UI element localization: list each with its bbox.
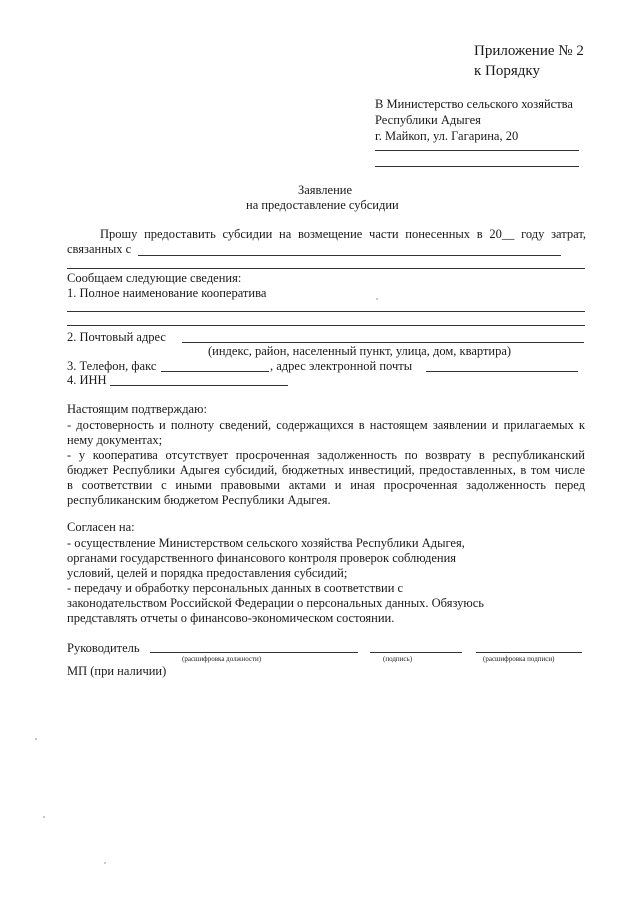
confirm-heading: Настоящим подтверждаю:: [67, 402, 207, 416]
expense-purpose-line[interactable]: [67, 268, 585, 269]
name-line[interactable]: [476, 652, 582, 653]
cooperative-name-line[interactable]: [67, 325, 585, 326]
email-label: , адрес электронной почты: [270, 359, 413, 373]
agree-line: представлять отчеты о финансово-экономическом состоянии.: [67, 611, 395, 625]
expense-purpose-line[interactable]: [138, 255, 561, 256]
confirm-item-2-cont: республиканским бюджетом Республики Адыгея.: [67, 493, 331, 507]
agree-line: условий, целей и порядка предоставления субсидий;: [67, 566, 348, 580]
info-intro: Сообщаем следующие сведения:: [67, 271, 242, 285]
addressee-address: г. Майкоп, ул. Гагарина, 20: [375, 129, 519, 143]
agree-line: - осуществление Министерством сельского хозяйства Республики Адыгея,: [67, 536, 465, 550]
inn-label: 4. ИНН: [67, 373, 107, 387]
cooperative-name-line[interactable]: [67, 311, 585, 312]
confirm-item-2: - у кооператива отсутствует просроченная задолженность по возврату в республиканский: [67, 448, 585, 462]
appendix-reference: к Порядку: [474, 63, 540, 79]
scan-speck: [104, 862, 106, 864]
confirm-item-1-cont: нему документах;: [67, 433, 163, 447]
name-caption: (расшифровка подписи): [483, 655, 555, 663]
stamp-label: МП (при наличии): [67, 664, 167, 678]
agree-line: законодательством Российской Федерации о персональных данных. Обязуюсь: [67, 596, 484, 610]
head-label: Руководитель: [67, 641, 140, 655]
cooperative-name-label: 1. Полное наименование кооператива: [67, 286, 267, 300]
postal-address-label: 2. Почтовый адрес: [67, 330, 166, 344]
inn-line[interactable]: [110, 385, 288, 386]
postal-address-line[interactable]: [182, 342, 584, 343]
email-line[interactable]: [426, 371, 578, 372]
confirm-item-2-cont: в соответствии с иными правовыми актами и иная просроченная задолженность перед: [67, 478, 585, 492]
request-text: Прошу предоставить субсидии на возмещение части понесенных в 20__ году затрат,: [100, 227, 586, 241]
appendix-number: Приложение № 2: [474, 43, 584, 59]
request-prefix: связанных с: [67, 242, 132, 256]
signature-caption: (подпись): [383, 655, 413, 663]
confirm-item-1: - достоверность и полноту сведений, содержащихся в настоящем заявлении и прилагаемых к: [67, 418, 585, 432]
agree-heading: Согласен на:: [67, 520, 135, 534]
scan-speck: [43, 816, 45, 818]
signature-line[interactable]: [370, 652, 462, 653]
document-subtitle: на предоставление субсидии: [246, 198, 399, 212]
confirm-item-2-cont: бюджет Республики Адыгея субсидий, бюджетных инвестиций, предоставленных, в том числе: [67, 463, 585, 477]
scan-speck: [35, 738, 37, 740]
position-caption: (расшифровка должности): [182, 655, 262, 663]
addressee-republic: Республики Адыгея: [375, 113, 481, 127]
scan-speck: [376, 298, 378, 300]
position-line[interactable]: [150, 652, 358, 653]
addressee-blank-line[interactable]: [375, 166, 579, 167]
agree-line: органами государственного финансового контроля проверок соблюдения: [67, 551, 457, 565]
addressee-ministry: В Министерство сельского хозяйства: [375, 97, 573, 111]
agree-line: - передачу и обработку персональных данных в соответствии с: [67, 581, 404, 595]
addressee-blank-line[interactable]: [375, 150, 579, 151]
phone-fax-line[interactable]: [161, 371, 269, 372]
phone-fax-label: 3. Телефон, факс: [67, 359, 157, 373]
postal-address-hint: (индекс, район, населенный пункт, улица, дом, квартира): [208, 344, 512, 358]
document-title: Заявление: [298, 183, 353, 197]
